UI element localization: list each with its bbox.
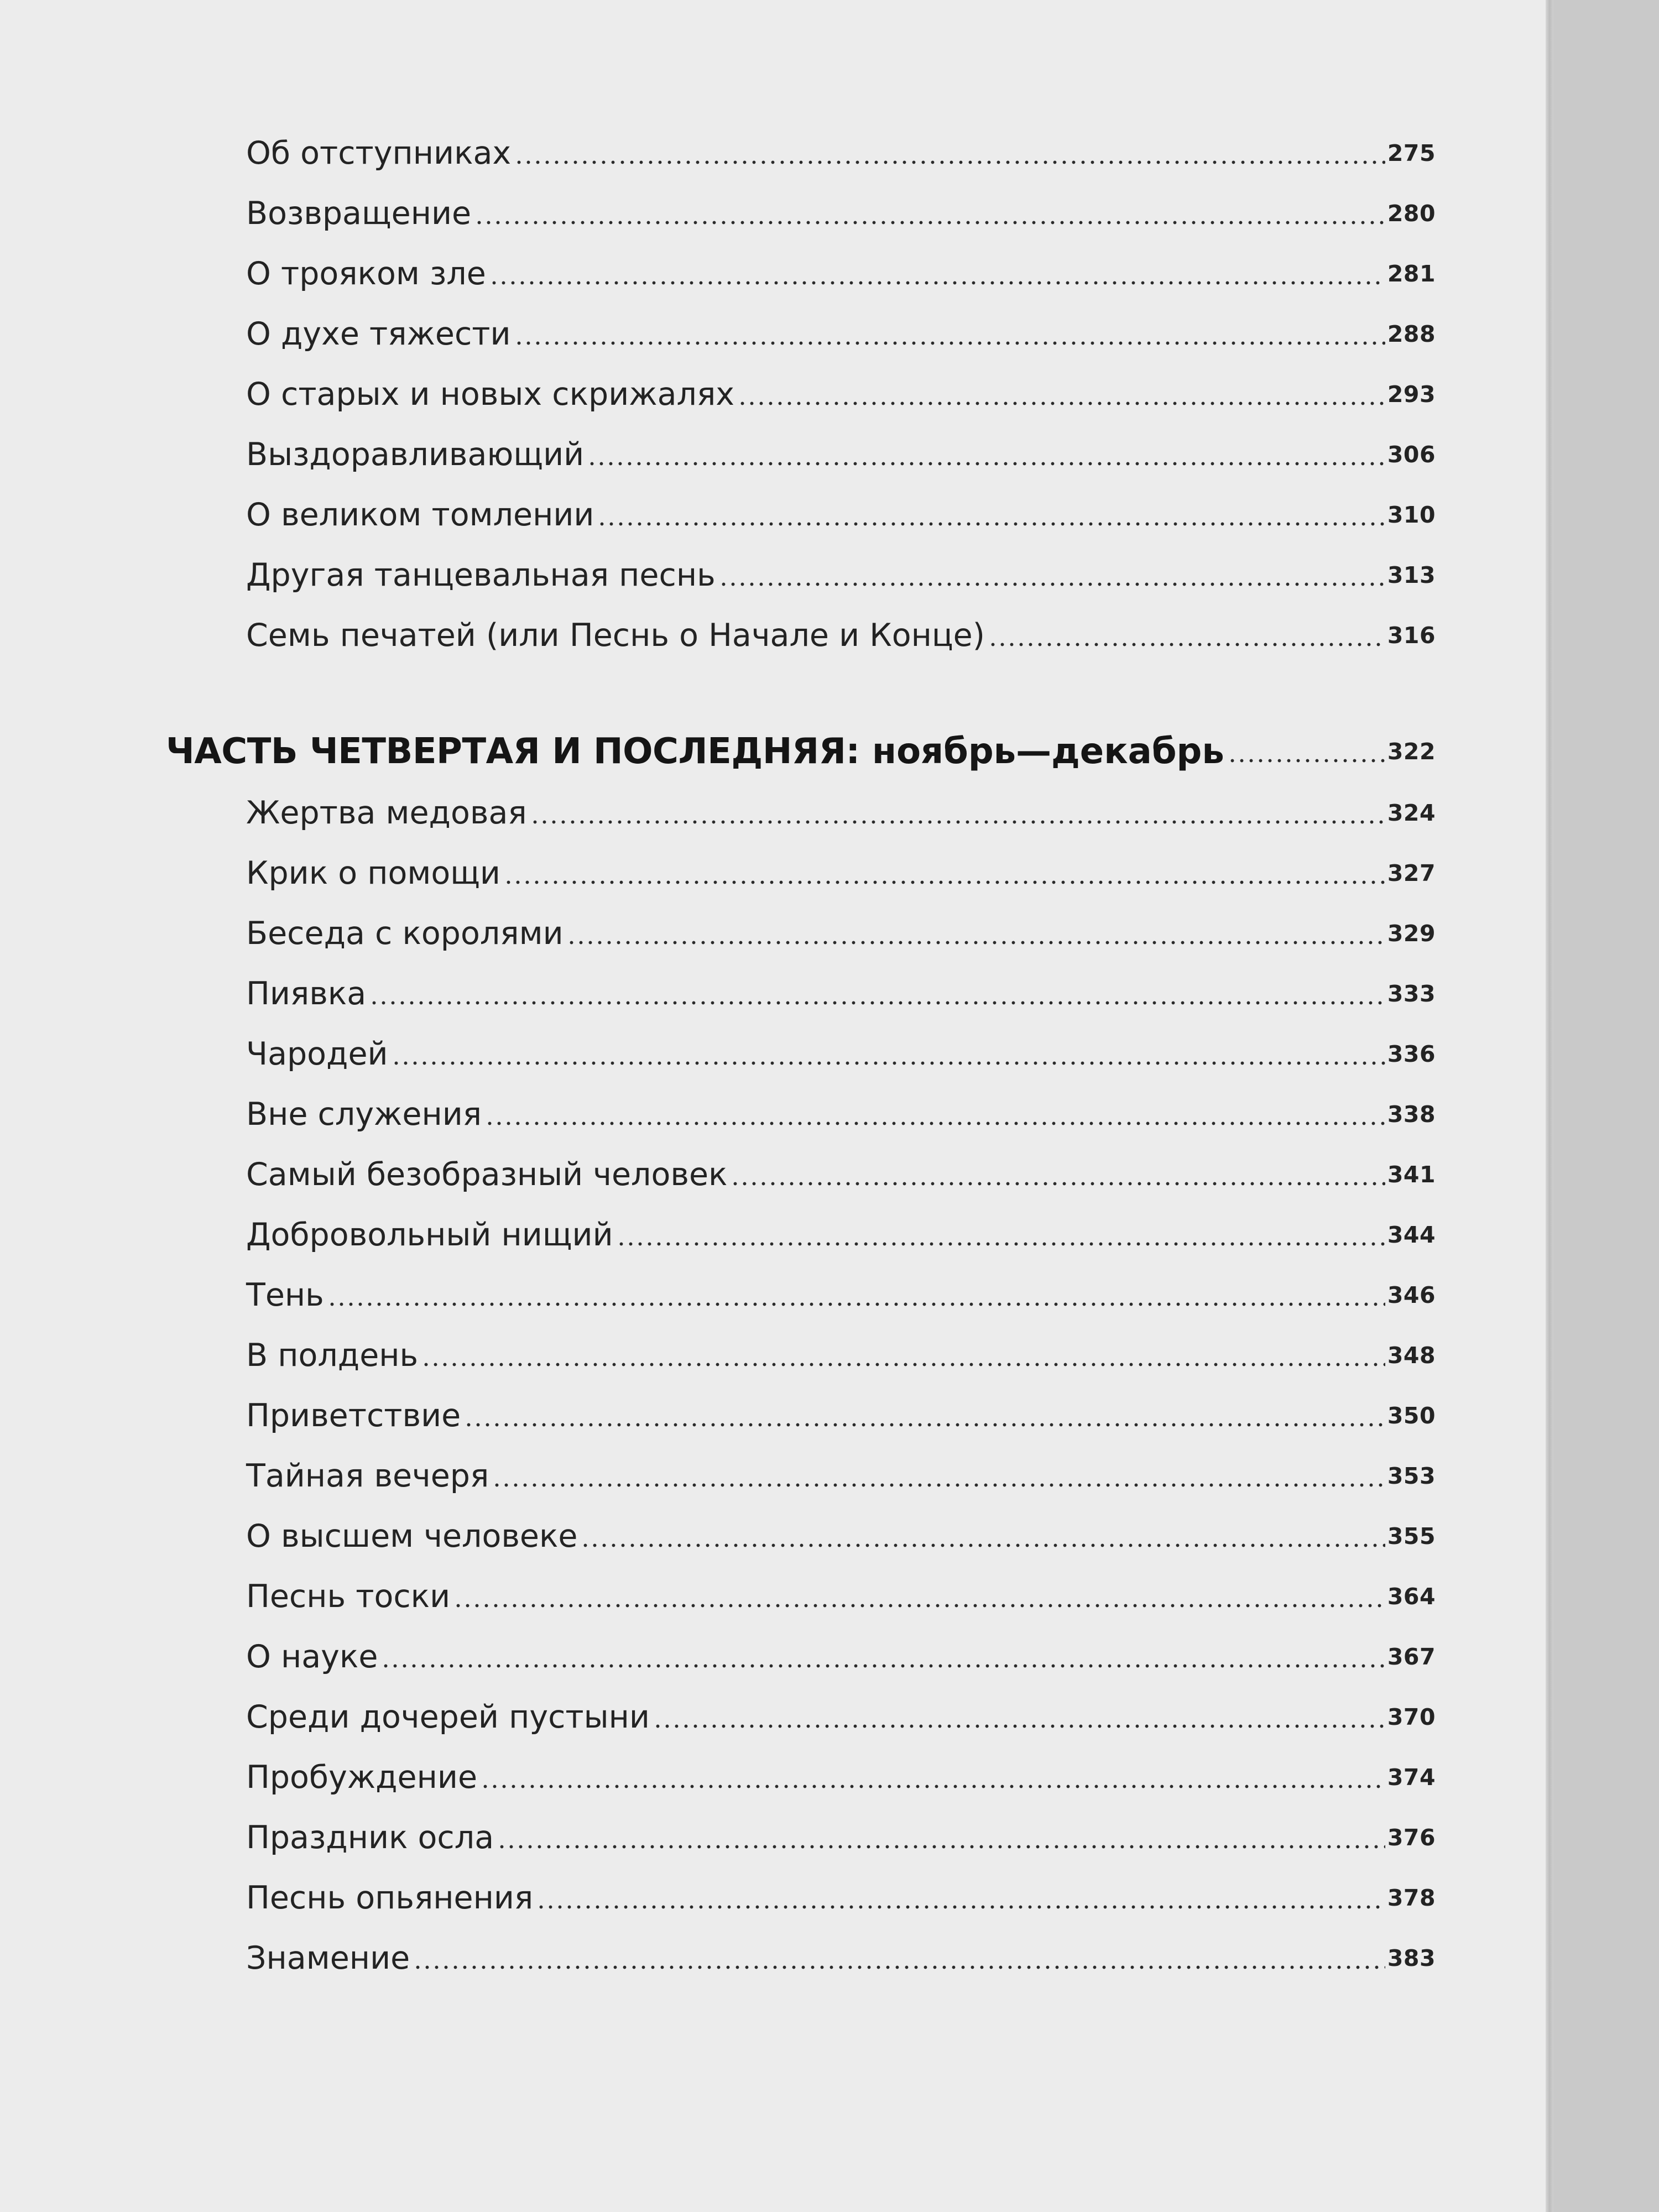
toc-entry-page: 333 bbox=[1387, 980, 1436, 1007]
dot-leader bbox=[719, 559, 1385, 592]
toc-entry bbox=[166, 364, 1436, 424]
toc-entry-title: О старых и новых скрижалях bbox=[246, 375, 734, 413]
toc-entry bbox=[166, 1385, 1436, 1446]
toc-entry bbox=[166, 545, 1436, 605]
toc-entry-title: Праздник осла bbox=[246, 1819, 494, 1856]
toc-entry-page: 336 bbox=[1387, 1040, 1436, 1067]
toc-entry-page: 374 bbox=[1387, 1764, 1436, 1791]
dot-leader bbox=[421, 1339, 1385, 1372]
toc-entry-page: 341 bbox=[1387, 1161, 1436, 1188]
toc-entry bbox=[166, 1204, 1436, 1265]
part-heading-title bbox=[166, 731, 1228, 772]
toc-entry-page: 364 bbox=[1387, 1583, 1436, 1610]
toc-entry bbox=[166, 1747, 1436, 1807]
dot-leader bbox=[453, 1580, 1385, 1613]
part-heading bbox=[166, 721, 1436, 782]
toc-entry-title: Приветствие bbox=[246, 1397, 461, 1434]
toc-entry-title: Самый безобразный человек bbox=[246, 1156, 728, 1193]
part-heading-page: 322 bbox=[1387, 738, 1436, 765]
dot-leader bbox=[504, 857, 1385, 890]
toc-entry-page: 280 bbox=[1387, 200, 1436, 227]
toc-entry bbox=[166, 903, 1436, 963]
dot-leader bbox=[514, 317, 1385, 351]
dot-leader bbox=[492, 1459, 1385, 1493]
dot-leader bbox=[653, 1700, 1385, 1734]
toc-entry-page: 327 bbox=[1387, 859, 1436, 886]
toc-entry-page: 281 bbox=[1387, 260, 1436, 287]
toc-entry bbox=[166, 484, 1436, 545]
toc-entry bbox=[166, 1626, 1436, 1687]
dot-leader bbox=[369, 977, 1385, 1010]
toc-entry-page: 310 bbox=[1387, 501, 1436, 528]
part-heading-months: ноябрь—декабрь bbox=[872, 731, 1224, 772]
toc-entry-page: 370 bbox=[1387, 1703, 1436, 1730]
toc-entry-page: 378 bbox=[1387, 1884, 1436, 1911]
dot-leader bbox=[485, 1098, 1385, 1131]
toc-entry-page: 350 bbox=[1387, 1402, 1436, 1429]
toc-entry bbox=[166, 1265, 1436, 1325]
dot-leader bbox=[489, 257, 1385, 290]
toc-entry-page: 344 bbox=[1387, 1221, 1436, 1248]
toc-entry-title: Тайная вечеря bbox=[246, 1457, 489, 1494]
dot-leader bbox=[392, 1037, 1385, 1071]
dot-leader bbox=[597, 498, 1385, 531]
toc-entry-page: 346 bbox=[1387, 1281, 1436, 1308]
toc-entry-title: Выздоравливающий bbox=[246, 436, 585, 473]
toc-entry bbox=[166, 1144, 1436, 1204]
toc-entry-title: Возвращение bbox=[246, 195, 472, 232]
dot-leader bbox=[988, 619, 1385, 652]
dot-leader bbox=[581, 1520, 1385, 1553]
toc-entry bbox=[166, 1807, 1436, 1867]
dot-leader bbox=[497, 1821, 1385, 1854]
dot-leader bbox=[327, 1279, 1385, 1312]
toc-entry-title: О духе тяжести bbox=[246, 315, 511, 352]
toc-entry bbox=[166, 1024, 1436, 1084]
toc-entry bbox=[166, 304, 1436, 364]
toc-entry bbox=[166, 1084, 1436, 1144]
table-of-contents bbox=[166, 123, 1436, 1988]
toc-entry-page: 293 bbox=[1387, 380, 1436, 408]
dot-leader bbox=[536, 1881, 1385, 1914]
toc-entry-page: 306 bbox=[1387, 441, 1436, 468]
toc-entry-title: Об отступниках bbox=[246, 134, 512, 171]
toc-entry-page: 376 bbox=[1387, 1824, 1436, 1851]
toc-entry-title: В полдень bbox=[246, 1337, 419, 1374]
toc-entry bbox=[166, 1867, 1436, 1928]
toc-entry-title: Другая танцевальная песнь bbox=[246, 556, 716, 593]
toc-entry-page: 355 bbox=[1387, 1522, 1436, 1550]
dot-leader bbox=[1228, 735, 1385, 768]
toc-entry bbox=[166, 1506, 1436, 1566]
toc-entry-title: О трояком зле bbox=[246, 255, 486, 292]
toc-entry-title: Песнь опьянения bbox=[246, 1879, 534, 1916]
toc-entry-page: 275 bbox=[1387, 139, 1436, 166]
toc-entry-title: Знамение bbox=[246, 1939, 410, 1976]
dot-leader bbox=[413, 1942, 1385, 1975]
toc-entry-title: О великом томлении bbox=[246, 496, 594, 533]
toc-entry-page: 338 bbox=[1387, 1100, 1436, 1128]
toc-entry-title: Беседа с королями bbox=[246, 915, 564, 952]
toc-entry-title: Вне служения bbox=[246, 1095, 482, 1133]
toc-entry-page: 316 bbox=[1387, 622, 1436, 649]
toc-entry bbox=[166, 1325, 1436, 1385]
dot-leader bbox=[381, 1640, 1385, 1673]
dot-leader bbox=[617, 1218, 1385, 1251]
toc-entry bbox=[166, 243, 1436, 304]
toc-entry bbox=[166, 1687, 1436, 1747]
toc-entry bbox=[166, 843, 1436, 903]
toc-entry-page: 313 bbox=[1387, 561, 1436, 588]
toc-entry-title: Пиявка bbox=[246, 975, 367, 1012]
toc-entry bbox=[166, 782, 1436, 843]
dot-leader bbox=[481, 1761, 1385, 1794]
toc-entry-title: Песнь тоски bbox=[246, 1578, 451, 1615]
toc-entry-page: 324 bbox=[1387, 799, 1436, 826]
toc-entry bbox=[166, 1566, 1436, 1626]
toc-entry bbox=[166, 605, 1436, 665]
toc-entry bbox=[166, 1446, 1436, 1506]
toc-entry-title: Пробуждение bbox=[246, 1759, 478, 1796]
dot-leader bbox=[587, 438, 1385, 471]
dot-leader bbox=[530, 796, 1385, 830]
toc-entry-title: О науке bbox=[246, 1638, 378, 1675]
dot-leader bbox=[464, 1399, 1385, 1432]
toc-entry-title: Чародей bbox=[246, 1035, 388, 1072]
dot-leader bbox=[567, 917, 1385, 950]
toc-entry bbox=[166, 424, 1436, 484]
dot-leader bbox=[738, 378, 1385, 411]
toc-entry-title: Тень bbox=[246, 1276, 324, 1313]
toc-entry bbox=[166, 963, 1436, 1024]
part-heading-label: ЧАСТЬ ЧЕТВЕРТАЯ И ПОСЛЕДНЯЯ: bbox=[166, 731, 860, 772]
toc-entry-title: О высшем человеке bbox=[246, 1517, 578, 1554]
toc-entry-page: 383 bbox=[1387, 1944, 1436, 1971]
toc-entry-page: 367 bbox=[1387, 1643, 1436, 1670]
toc-entry-page: 353 bbox=[1387, 1462, 1436, 1489]
toc-entry bbox=[166, 183, 1436, 243]
toc-entry-page: 329 bbox=[1387, 920, 1436, 947]
toc-entry-title: Жертва медовая bbox=[246, 794, 527, 831]
dot-leader bbox=[474, 197, 1385, 230]
toc-entry-page: 348 bbox=[1387, 1342, 1436, 1369]
toc-entry-title: Среди дочерей пустыни bbox=[246, 1698, 650, 1735]
toc-entry-title: Семь печатей (или Песнь о Начале и Конце) bbox=[246, 617, 985, 654]
dot-leader bbox=[731, 1158, 1385, 1191]
page-edge bbox=[1546, 0, 1553, 2212]
dot-leader bbox=[514, 137, 1385, 170]
toc-entry-title: Крик о помощи bbox=[246, 854, 500, 891]
toc-entry bbox=[166, 1928, 1436, 1988]
toc-entry-title: Добровольный нищий bbox=[246, 1216, 613, 1253]
toc-entry bbox=[166, 123, 1436, 183]
toc-entry-page: 288 bbox=[1387, 320, 1436, 347]
